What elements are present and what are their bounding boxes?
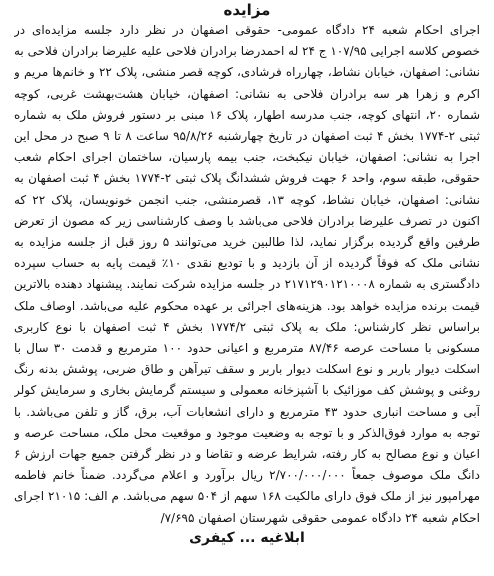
notice-body-text: اجرای احکام شعبه ۲۴ دادگاه عمومی- حقوقی اصفهان در نظر دارد جلسه مزایده‌ای در خصوص کلاسه اجرایی ۱۰۷/۹۵ ج ۲۴ له احمدرضا برادران فلاحی علیه علیرضا برادران فلاحی به نشانی: اصفهان، خیابان نشاط، چهارراه فرشادی، کوچه قصر منشی، پلاک ۲۲ و خانم‌ها مریم و اکرم و زهرا هر سه برادران فلاحی به نشانی: اصفهان، خیابان هشت‌بهشت غربی، کوچه شماره ۲۰، انتهای کوچه، جنب مدرسه اطهار، پلاک ۱۶ مبنی بر دستور فروش ملک به شماره ثبتی ۲-۱۷۷۴ بخش ۴ ثبت اصفهان در تاریخ چهارشنبه ۹۵/۸/۲۶ ساعت ۸ تا ۹ صبح در محل این اجرا به نشانی: اصفهان، خیابان نیکبخت، جنب بیمه پارسیان، ساختمان اجرای احکام شعب حقوقی، طبقه سوم، واحد ۶ جهت فروش ششدانگ پلاک ثبتی ۲-۱۷۷۴ بخش ۴ ثبت اصفهان به نشانی: اصفهان، خیابان نشاط، کوچه ۱۳، قصرمنشی، جنب انجمن خونویسان، پلاک ۲۲ که اکنون در تصرف علیرضا برادران فلاحی می‌باشد با وصف کارشناسی زیر که مصون از تعرض طرفین واقع گردیده برگزار نماید، لذا طالبین خرید می‌توانند ۵ روز قبل از جلسه مزایده به نشانی ملک که فوقاً گردیده از آن بازدید و با تودیع نقدی ۱۰٪ قیمت پایه به حساب سپرده دادگستری به شماره ۲۱۷۱۲۹۰۱۲۱۰۰۰۸ در جلسه مزایده شرکت نمایند. پیشنهاد دهنده بالاترین قیمت برنده مزایده خواهد بود. هزینه‌های اجرائی بر عهده محکوم علیه می‌باشد. اوصاف ملک براساس نظر کارشناس: ملک به پلاک ثبتی ۱۷۷۴/۲ بخش ۴ ثبت اصفهان با نوع کاربری مسکونی با مساحت عرصه ۸۷/۴۶ مترمربع و اعیانی حدود ۱۰۰ مترمربع و قدمت ۳۰ سال با اسکلت دیوار باربر و نوع اسکلت دیوار باربر و سقف تیرآهن و طاق ضربی، پوشش بدنه رنگ روغنی و پوشش کف موزائیک با آشپزخانه معمولی و سیستم گرمایش بخاری و سرمایش کولر آبی و مساحت انباری حدود ۴۳ مترمربع و دارای انشعابات آب، برق، گاز و تلفن می‌باشد. با توجه به موارد فوق‌الذکر و با توجه به وضعیت موجود و موقعیت محل ملک، مساحت عرصه و اعیان و نوع مصالح به کار رفته، شرایط عرضه و تقاضا و در نظر گرفتن جمیع جهات ارزش ۶ دانگ ملک موصوف جمعاً ۲/۷۰۰/۰۰۰/۰۰۰ ریال برآورد و اعلام می‌گردد. ضمناً خانم فاطمه مهرامپور نیز از ملک فوق دارای مالکیت ۱۶۸ سهم از ۵۰۴ سهم می‌باشد. م الف: ۲۱۰۱۵ اجرای احکام شعبه ۲۴ دادگاه عمومی حقوقی شهرستان اصفهان ۷/۶۹۵/ [14,23,480,525]
auction-notice [14,0,480,576]
notice-title: مزایده [223,1,271,19]
next-notice-heading: ابلاغیه ... کیفری [189,529,305,546]
